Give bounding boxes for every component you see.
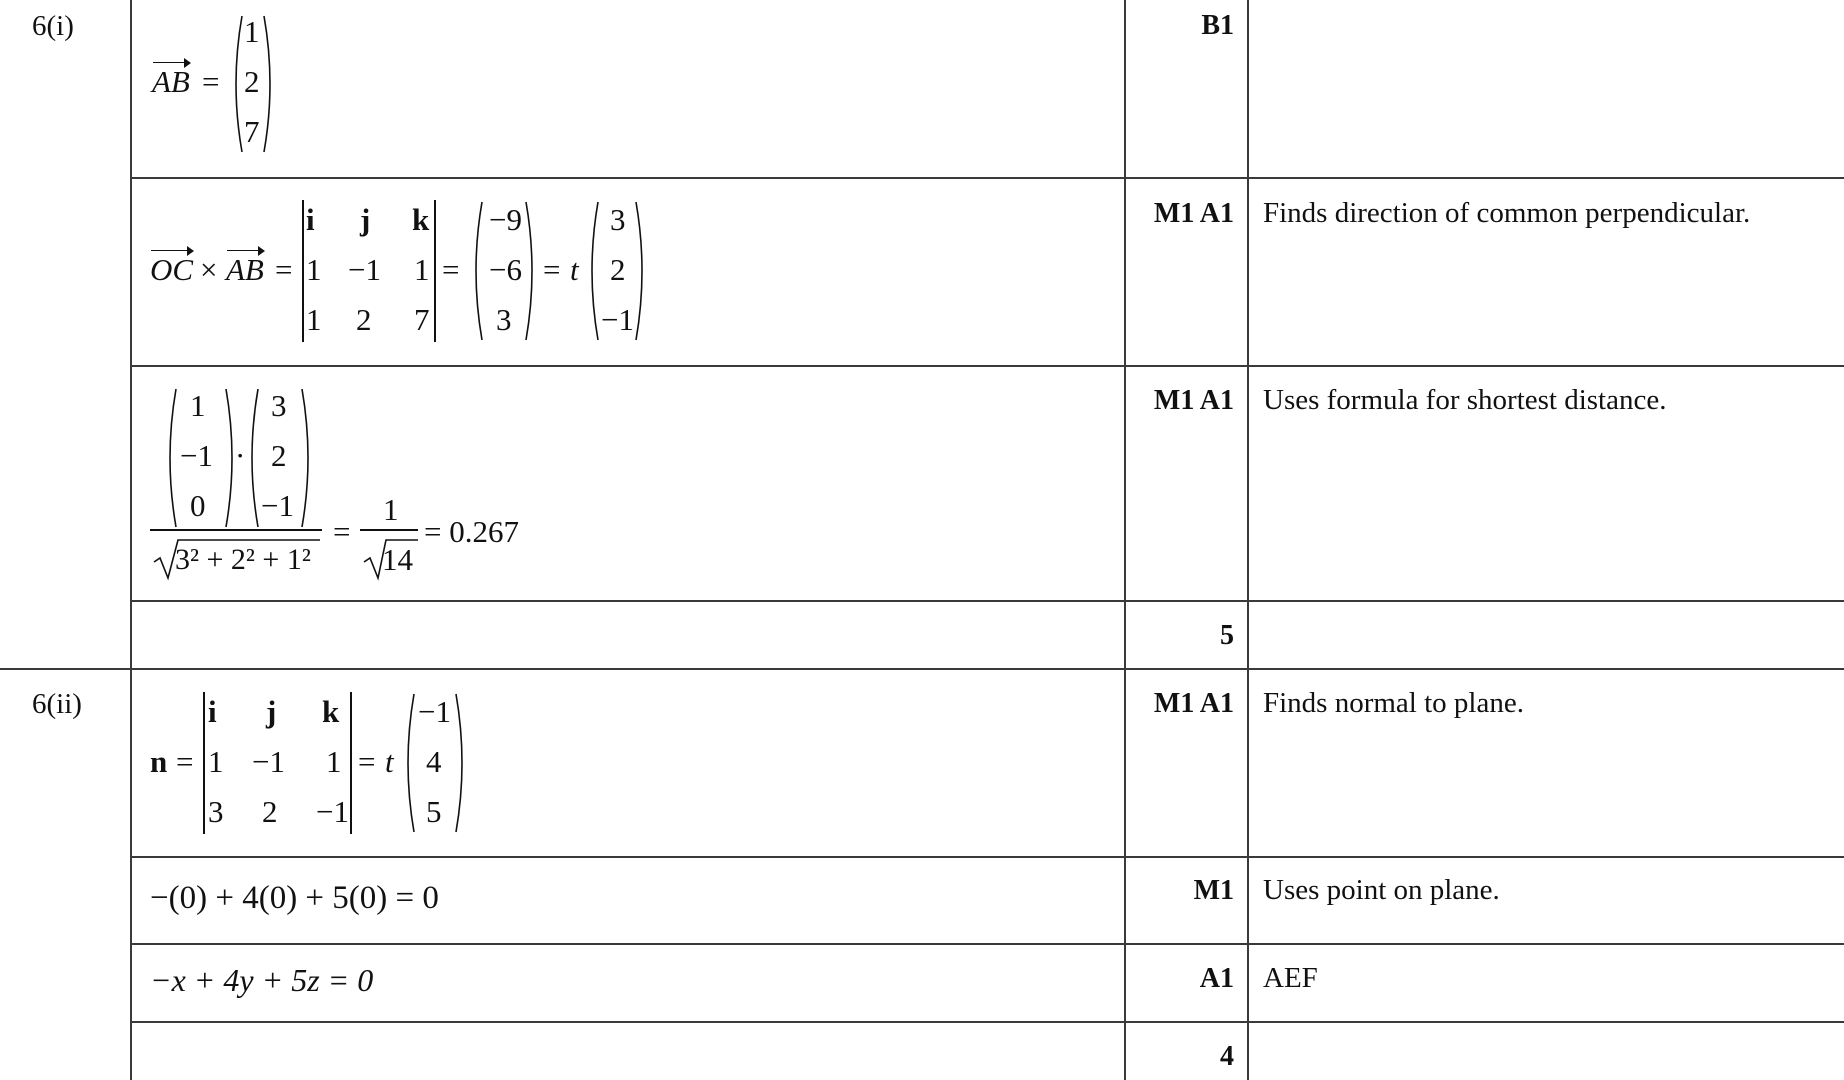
row-divider bbox=[130, 943, 1844, 945]
question-divider bbox=[0, 668, 1844, 670]
det-entry: i bbox=[208, 694, 217, 729]
determinant-bar bbox=[203, 692, 205, 834]
det-entry: 1 bbox=[306, 302, 322, 337]
normal-component: −1 bbox=[418, 694, 451, 729]
det-entry: 7 bbox=[414, 302, 430, 337]
guidance-note: Uses point on plane. bbox=[1263, 874, 1500, 906]
row-divider bbox=[130, 856, 1844, 858]
fraction-denominator: 14 bbox=[382, 542, 413, 577]
plane-equation: −x + 4y + 5z = 0 bbox=[150, 962, 374, 998]
vector-ab-label: AB bbox=[152, 64, 190, 99]
row-divider bbox=[130, 1021, 1844, 1023]
scalar-t: t bbox=[570, 252, 579, 287]
ab-component: 2 bbox=[244, 64, 260, 99]
det-entry: 1 bbox=[208, 744, 224, 779]
determinant-bar bbox=[434, 200, 436, 342]
mark-m1-a1: M1 A1 bbox=[1153, 385, 1234, 416]
det-entry: −1 bbox=[348, 252, 381, 287]
question-number: 6(ii) bbox=[32, 688, 82, 720]
dot-left-component: −1 bbox=[180, 438, 213, 473]
total-marks: 4 bbox=[1220, 1041, 1234, 1072]
determinant-bar bbox=[302, 200, 304, 342]
column-divider-question bbox=[130, 0, 132, 1080]
total-marks: 5 bbox=[1220, 620, 1234, 651]
column-divider-answer bbox=[1124, 0, 1126, 1080]
fraction-numerator: 1 bbox=[383, 492, 399, 527]
direction-component: −1 bbox=[601, 302, 634, 337]
det-entry: 1 bbox=[326, 744, 342, 779]
guidance-note: Uses formula for shortest distance. bbox=[1263, 384, 1667, 416]
cross-result-component: −6 bbox=[489, 252, 522, 287]
dot-right-component: 3 bbox=[271, 388, 287, 423]
row-divider bbox=[130, 177, 1844, 179]
det-entry: 1 bbox=[414, 252, 430, 287]
distance-denominator: 3² + 2² + 1² bbox=[175, 543, 311, 576]
fraction-bar bbox=[360, 529, 418, 531]
direction-component: 2 bbox=[610, 252, 626, 287]
dot-left-component: 1 bbox=[190, 388, 206, 423]
guidance-note: Finds normal to plane. bbox=[1263, 687, 1524, 719]
dot-left-component: 0 bbox=[190, 488, 206, 523]
ab-component: 7 bbox=[244, 114, 260, 149]
ab-component: 1 bbox=[244, 14, 260, 49]
vector-oc-label: OC bbox=[150, 252, 194, 287]
guidance-note: Finds direction of common perpendicular. bbox=[1263, 197, 1751, 229]
det-entry: 3 bbox=[208, 794, 224, 829]
mark-b1: B1 bbox=[1201, 10, 1234, 41]
det-entry: −1 bbox=[316, 794, 349, 829]
det-entry: 2 bbox=[262, 794, 278, 829]
determinant-bar bbox=[350, 692, 352, 834]
dot-right-component: −1 bbox=[261, 488, 294, 523]
det-entry: i bbox=[306, 202, 315, 237]
normal-label: n bbox=[150, 744, 168, 779]
column-divider-marks bbox=[1247, 0, 1249, 1080]
distance-result: = 0.267 bbox=[424, 514, 519, 549]
mark-m1-a1: M1 A1 bbox=[1153, 688, 1234, 719]
vector-ab-label: AB bbox=[226, 252, 264, 287]
mark-m1: M1 bbox=[1193, 875, 1234, 906]
guidance-note: AEF bbox=[1263, 962, 1318, 994]
row-divider bbox=[130, 365, 1844, 367]
det-entry: j bbox=[266, 694, 277, 729]
normal-component: 5 bbox=[426, 794, 442, 829]
det-entry: 2 bbox=[356, 302, 372, 337]
fraction-bar bbox=[150, 529, 322, 531]
det-entry: −1 bbox=[252, 744, 285, 779]
dot-right-component: 2 bbox=[271, 438, 287, 473]
det-entry: k bbox=[412, 202, 430, 237]
point-on-plane-check: −(0) + 4(0) + 5(0) = 0 bbox=[150, 880, 439, 916]
cross-result-component: −9 bbox=[489, 202, 522, 237]
det-entry: j bbox=[360, 202, 371, 237]
det-entry: 1 bbox=[306, 252, 322, 287]
mark-a1: A1 bbox=[1199, 963, 1234, 994]
mark-m1-a1: M1 A1 bbox=[1153, 198, 1234, 229]
cross-result-component: 3 bbox=[496, 302, 512, 337]
det-entry: k bbox=[322, 694, 340, 729]
scalar-t: t bbox=[385, 744, 394, 779]
normal-component: 4 bbox=[426, 744, 442, 779]
question-number: 6(i) bbox=[32, 10, 74, 42]
row-divider bbox=[130, 600, 1844, 602]
direction-component: 3 bbox=[610, 202, 626, 237]
